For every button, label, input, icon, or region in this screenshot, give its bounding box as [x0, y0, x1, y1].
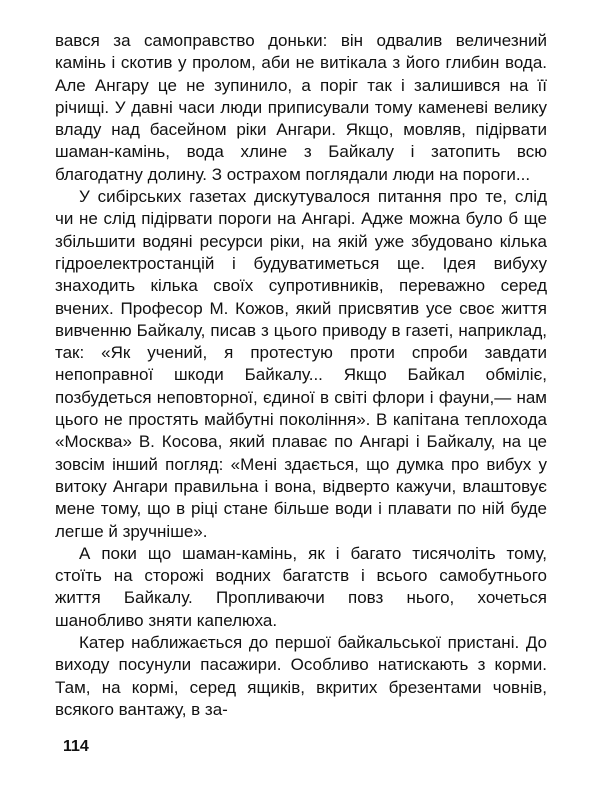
page-number: 114: [63, 738, 89, 755]
paragraph-3: А поки що шаман-камінь, як і багато тисячоліть тому, стоїть на сторожі водних багатств і всього самобутнього життя Байкалу. Пропливаючи повз нього, хочеться шанобливо зняти капелюха.: [55, 543, 547, 630]
paragraph-2: У сибірських газетах дискутувалося питання про те, слід чи не слід підірвати пороги на Ангарі. Адже можна було б ще збільшити водяні ресурси ріки, на якій уже збудовано кілька гідроелектростанцій і будуватиметься ще. Ідея вибуху знаходить кілька своїх супротивників, переважно серед вчених. Професор М. Кожов, який присвятив усе своє життя вивченню Байкалу, писав з цього приводу в газеті, наприклад, так: «Як учений, я протестую проти спроби завдати непоправної шкоди Байкалу... Якщо Байкал обміліє, позбудеться неповторної, єдиної в світі флори і фауни,— нам цього не простять майбутні покоління». В капітана теплохода «Москва» В. Косова, який плаває по Ангарі і Байкалу, на це зовсім інший погляд: «Мені здається, що думка про вибух у витоку Ангари правильна і вона, відверто кажучи, влаштовує мене тому, що в ріці стане більше води і плавати по ній буде легше й зручніше».: [55, 187, 547, 541]
paragraph-4: Катер наближається до першої байкальської пристані. До виходу посунули пасажири. Особливо натискають з корми. Там, на кормі, серед ящиків, вкритих брезентами човнів, всякого вантажу, в за-: [55, 633, 547, 719]
paragraph-1: вався за самоправство доньки: він одвалив величезний камінь і скотив у пролом, аби не витікала з його глибин вода. Але Ангару це не зупинило, а поріг так і залишився на її річищі. У давні часи люди приписували тому каменеві велику владу над басейном ріки Ангари. Якщо, мовляв, підірвати шаман-камінь, вода хлине з Байкалу і затопить всю благодатну долину. З острахом поглядали люди на пороги...: [55, 31, 547, 184]
page-body: [55, 30, 547, 721]
